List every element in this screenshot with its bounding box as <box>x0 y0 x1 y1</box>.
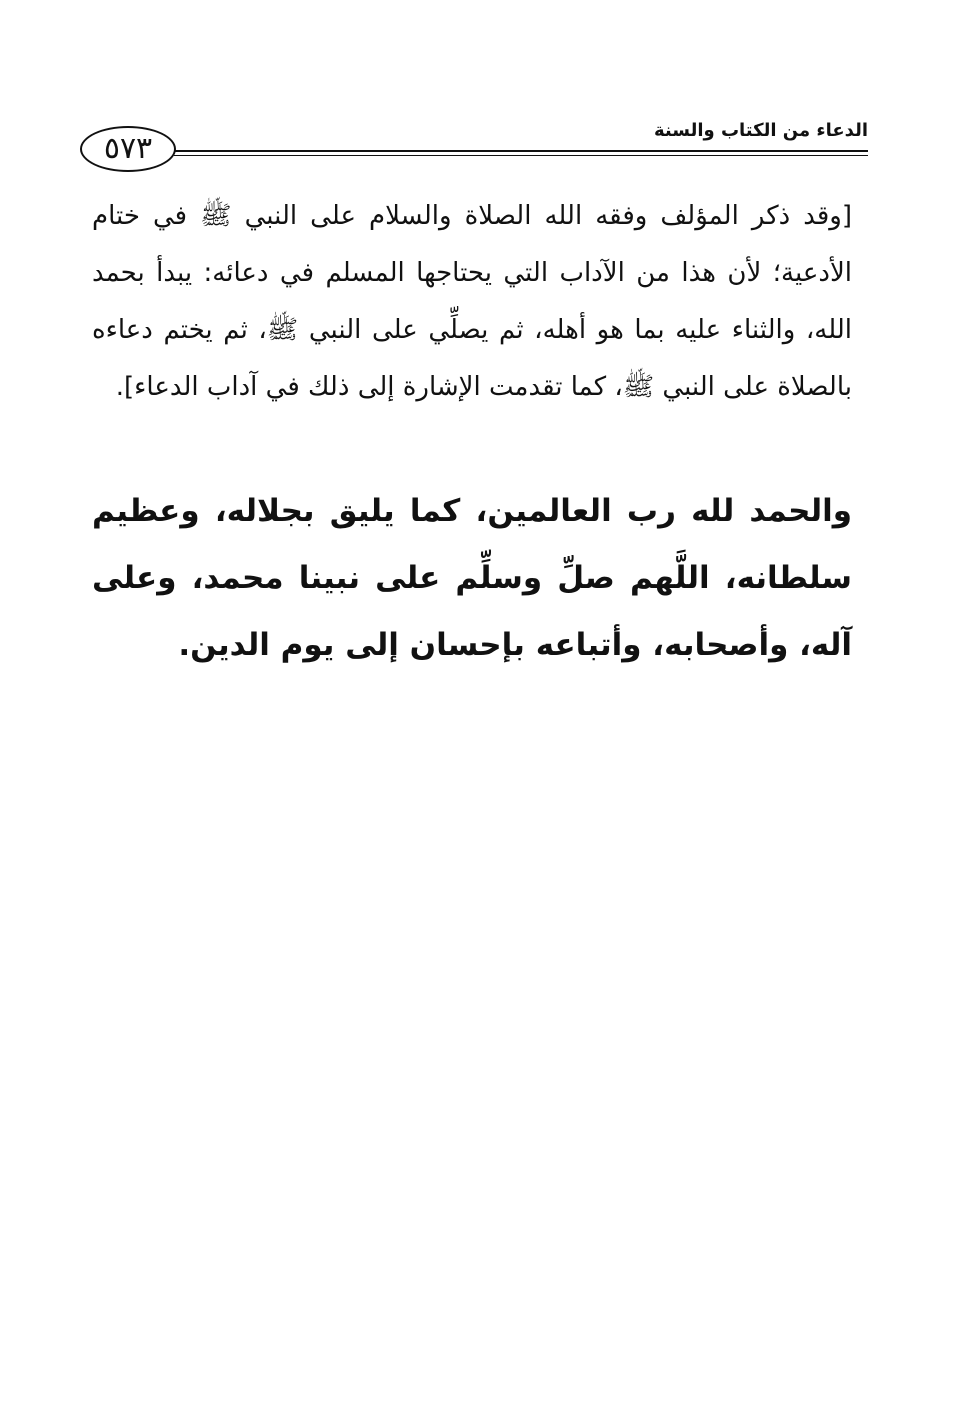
header-rule <box>174 155 868 156</box>
closing-paragraph: والحمد لله رب العالمين، كما يليق بجلاله، وعظيم سلطانه، اللَّهم صلِّ وسلِّم على نبينا محمد، وعلى آله، وأصحابه، وأتباعه بإحسان إلى يوم الدين. <box>92 493 852 663</box>
running-title: الدعاء من الكتاب والسنة <box>653 120 868 141</box>
page-number: ٥٧٣ <box>103 131 153 166</box>
running-header <box>78 118 868 182</box>
header-rule <box>174 150 868 152</box>
commentary-paragraph: [وقد ذكر المؤلف وفقه الله الصلاة والسلام على النبي ﷺ في ختام الأدعية؛ لأن هذا من الآداب التي يحتاجها المسلم في دعائه: يبدأ بحمد الله، والثناء عليه بما هو أهله، ثم يصلِّي على النبي ﷺ، ثم يختم دعاءه بالصلاة على النبي ﷺ، كما تقدمت الإشارة إلى ذلك في آداب الدعاء]. <box>92 201 852 402</box>
page-number-frame <box>80 126 176 172</box>
